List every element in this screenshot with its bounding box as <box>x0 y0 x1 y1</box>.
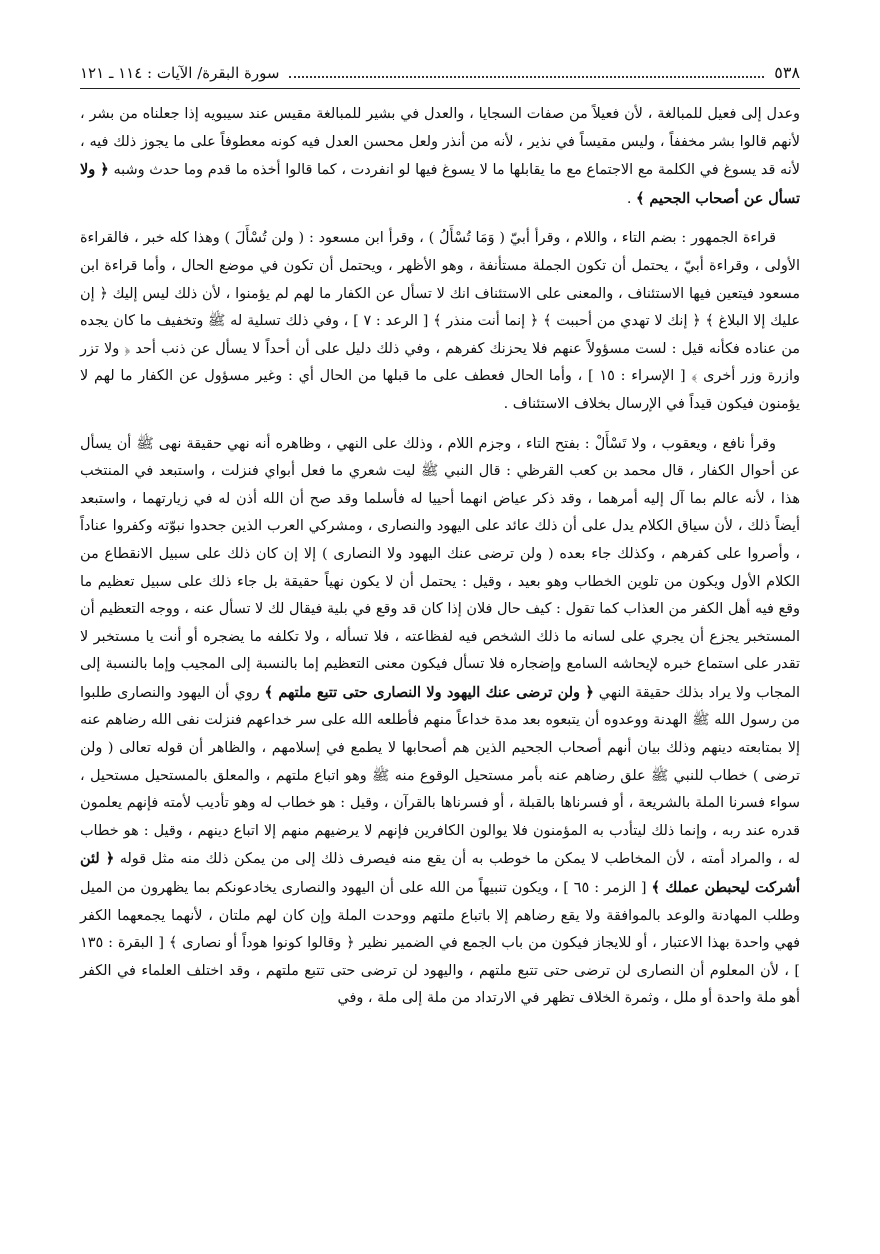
page-header <box>80 62 800 89</box>
text-segment: . <box>626 190 636 207</box>
running-title: سورة البقرة/ الآيات : ١١٤ ـ ١٢١ <box>80 64 280 82</box>
quran-quote: ﴿ ولن ترضى عنك اليهود ولا النصارى حتى تتبع ملتهم ﴾ <box>264 683 594 701</box>
quran-quote: ﴿ لئن أشركت ليحبطن عملك ﴾ <box>80 850 801 897</box>
paragraph-3 <box>80 431 800 1013</box>
text-segment: وقرأ نافع ، ويعقوب ، ولا تَسْأَلْ : بفتح التاء ، وجزم اللام ، وذلك على النهي ، وظاهره أنه نهي حقيقة نهى ﷺ أن يسأل عن أحوال الكفار ، قال محمد بن كعب القرظي : قال النبي ﷺ ليت شعري ما فعل أبواي فنزلت ، واستبعد في المنتخب هذا ، لأنه عالم بما آل إليه أمرهما ، وقد ذكر عياض انهما أحييا له فأسلما وقد صح أن الله أذن له في زيارتهما ، واستبعد أيضاً ذلك ، لأن سياق الكلام يدل على أن ذلك عائد على اليهود والنصارى ، ومشركي العرب الذين جحدوا نبوّته وكفروا عناداً ، وأصروا على كفرهم ، وكذلك جاء بعده ( ولن ترضى عنك اليهود ولا النصارى ) إلا إن كان ذلك على سبيل الانقطاع من الكلام الأول ويكون من تلوين الخطاب وهو بعيد ، وقيل : يحتمل أن لا يكون نهياً حقيقة بل جاء ذلك على سبيل تعظيم ما وقع فيه أهل الكفر من العذاب كما تقول : كيف حال فلان إذا كان قد وقع في بلية فيقال لك لا تسأل عنه ، ووجه التعظيم أن المستخبر يجزع أن يجري على لسانه ما ذلك الشخص فيه لفظاعته ، فلا تسأله ، ولا تكلفه ما يضجره أو أنت يا مستخبر لا تقدر على استماع خبره لإيحاشه السامع وإضجاره فلا تسأل فيكون معنى التعظيم إما بالنسبة إلى المجيب وإما بالنسبة إلى المجاب ولا يراد بذلك حقيقة النهي <box>80 435 800 701</box>
text-segment: [ الزمر : ٦٥ ] ، ويكون تنبيهاً من الله على أن اليهود والنصارى يخادعونكم بما يظهرون من الميل وطلب المهادنة والوعد بالموافقة ولا يقع رضاهم إلا باتباع ملتهم ووحدت الملة وإن كان لهم ملتان ، لأنهما يجمعهما الكفر فهي واحدة بهذا الاعتبار ، أو للايجاز فيكون من باب الجمع في الضمير نظير ﴿ وقالوا كونوا هوداً أو نصارى ﴾ [ البقرة : ١٣٥ ] ، لأن المعلوم أن النصارى لن ترضى حتى تتبع ملتهم ، واليهود لن ترضى حتى تتبع ملتهم ، وقد اختلف العلماء في الكفر أهو ملة واحدة أو ملل ، وثمرة الخلاف تظهر في الارتداد من ملة إلى ملة ، وفي <box>80 880 800 1007</box>
page-number: ٥٣٨ <box>774 63 800 82</box>
header-dot-leader <box>289 75 764 78</box>
book-page <box>80 62 800 1232</box>
paragraph-1 <box>80 101 800 213</box>
paragraph-2 <box>80 225 800 418</box>
text-segment: روي أن اليهود والنصارى طلبوا من رسول الله ﷺ الهدنة ووعدوه أن يتبعوه بعد مدة خداعاً منهم فأطلعه الله على سر خداعهم فنزلت نفى الله رضاهم عنه إلا بمتابعته دينهم وذلك بيان أنهم أصحاب الجحيم الذين هم أصحابها لا يطمع في إسلامهم ، والظاهر أن قوله تعالى ( ولن ترضى ) خطاب للنبي ﷺ علق رضاهم عنه بأمر مستحيل الوقوع منه ﷺ وهو اتباع ملتهم ، والمعلق بالمستحيل مستحيل ، سواء فسرنا الملة بالشريعة ، أو فسرناها بالقبلة ، أو فسرناها بالقرآن ، وقيل : هو خطاب له وهو تأديب لأمته فإنهم يعلمون قدره عند ربه ، وإنما ذلك ليتأدب به المؤمنون فلا يوالون الكافرين فإنهم لا يرضيهم منهم إلا اتباع دينهم ، وقيل : هو خطاب له ، والمراد أمته ، لأن المخاطب لا يمكن ما خوطب به أن يقع منه فيصرف ذلك إلى من يمكن ذلك منه مثل قوله <box>80 684 801 868</box>
text-segment: قراءة الجمهور : بضم التاء ، واللام ، وقرأ أبيّ ( وَمَا تُسْأَلُ ) ، وقرأ ابن مسعود : ( ولن تُسْأَلَ ) وهذا كله خبر ، فالقراءة الأولى ، وقراءة أبيّ ، يحتمل أن تكون الجملة مستأنفة ، وهو الأظهر ، ويحتمل أن تكون في موضع الحال ، وأما قراءة ابن مسعود فيتعين فيها الاستئناف ، والمعنى على الاستئناف انك لا تسأل عن الكفار ما لهم لم يؤمنوا ، لأن ذلك ليس إليك ﴿ إن عليك إلا البلاغ ﴾ ﴿ إنك لا تهدي من أحببت ﴾ ﴿ إنما أنت منذر ﴾ [ الرعد : ٧ ] ، وفي ذلك تسلية له ﷺ وتخفيف ما كان يجده من عناده فكأنه قيل : لست مسؤولاً عنهم فلا يحزنك كفرهم ، وفي ذلك دليل على أن أحداً لا يسأل عن ذنب أحد ﴿ ولا تزر وازرة وزر أخرى ﴾ [ الإسراء : ١٥ ] ، وأما الحال فعطف على ما قبلها من الحال أي : وغير مسؤول عن الكفار ما لهم لا يؤمنون فيكون قيداً في الإرسال بخلاف الاستئناف . <box>80 230 801 412</box>
quran-quote: ﴿ ولا تسأل عن أصحاب الجحيم ﴾ <box>80 161 800 207</box>
page-body <box>80 101 800 1013</box>
text-segment: وعدل إلى فعيل للمبالغة ، لأن فعيلاً من صفات السجايا ، والعدل في بشير للمبالغة مقيس عند سيبويه إذا جعلناه من بشر ، لأنهم قالوا بشر مخففاً ، وليس مقيساً في نذير ، لأنه من أنذر ولعل محسن العدل فيه كونه معطوفاً على ما يجوز ذلك فيه ، لأنه قد يسوغ في الكلمة مع الاجتماع مع ما يقابلها ما لا يسوغ فيها لو انفردت ، كما قالوا أخذه ما قدم وما حدث وشبه <box>80 106 800 179</box>
